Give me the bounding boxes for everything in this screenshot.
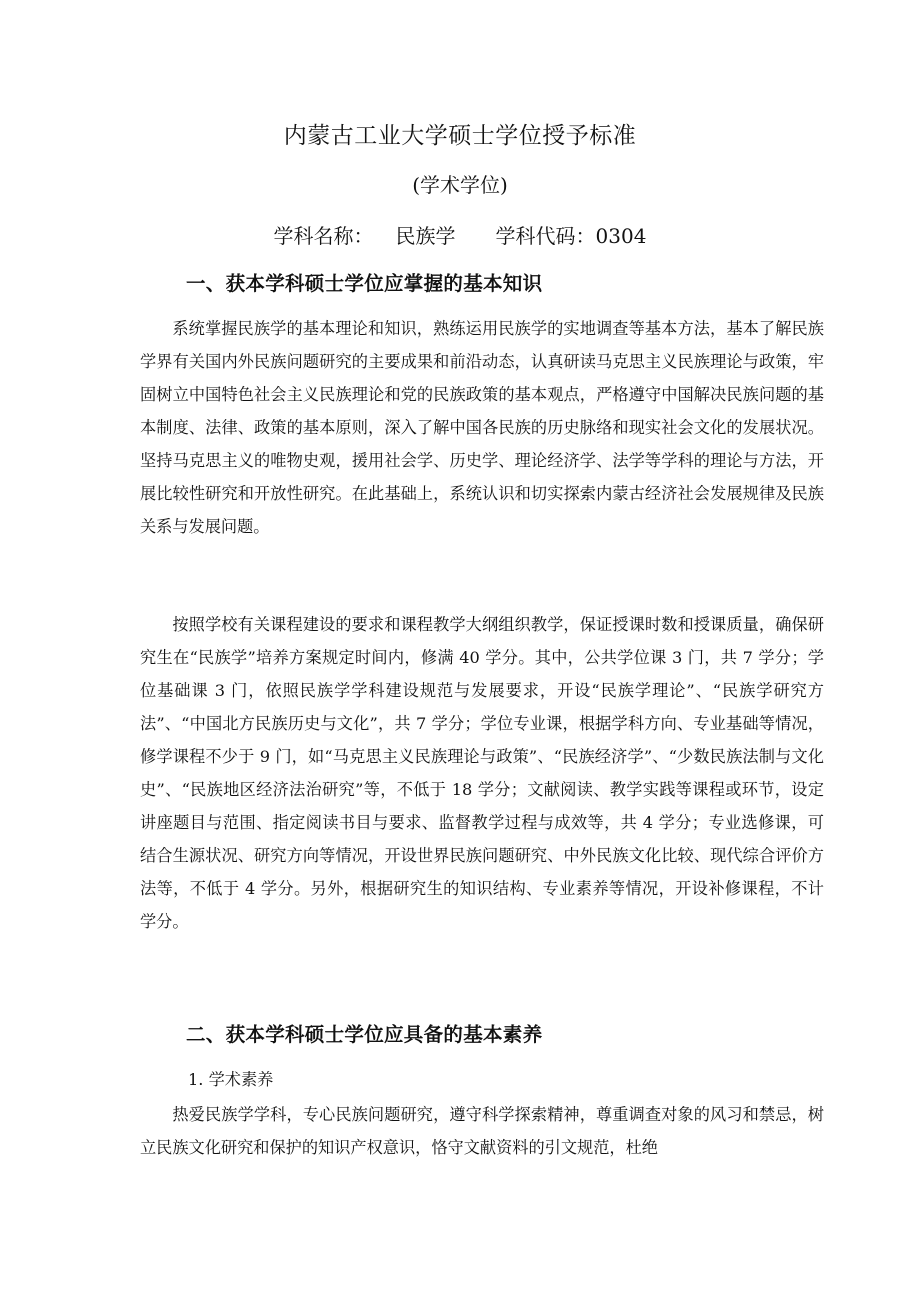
section-heading-knowledge: 一、获本学科硕士学位应掌握的基本知识 bbox=[186, 272, 543, 295]
section-heading-qualities: 二、获本学科硕士学位应具备的基本素养 bbox=[186, 1023, 543, 1046]
paragraph-academic-literacy: 热爱民族学学科，专心民族问题研究，遵守科学探索精神，尊重调查对象的风习和禁忌，树立民族文化研究和保护的知识产权意识，恪守文献资料的引文规范，杜绝 bbox=[140, 1105, 824, 1157]
discipline-code: 0304 bbox=[595, 224, 647, 248]
discipline-name: 民族学 bbox=[395, 224, 456, 248]
document-title: 内蒙古工业大学硕士学位授予标准 bbox=[283, 123, 637, 149]
degree-type: (学术学位) bbox=[412, 173, 508, 197]
discipline-line bbox=[0, 218, 920, 254]
paragraph-curriculum: 按照学校有关课程建设的要求和课程教学大纲组织教学，保证授课时数和授课质量，确保研究生在“民族学”培养方案规定时间内，修满 40 学分。其中，公共学位课 3 门，共 7 学分；学位基础课 3 门，依照民族学学科建设规范与发展要求，开设“民族学理论”、“民族学研究方法”、“中国北方民族历史与文化”，共 7 学分；学位专业课，根据学科方向、专业基础等情况，修学课程不少于 9 门，如“马克思主义民族理论与政策”、“民族经济学”、“少数民族法制与文化史”、“民族地区经济法治研究”等，不低于 18 学分；文献阅读、教学实践等课程或环节，设定讲座题目与范围、指定阅读书目与要求、监督教学过程与成效等，共 4 学分；专业选修课，可结合生源状况、研究方向等情况，开设世界民族问题研究、中外民族文化比较、现代综合评价方法等，不低于 4 学分。另外，根据研究生的知识结构、专业素养等情况，开设补修课程，不计学分。 bbox=[140, 615, 824, 931]
discipline-name-label: 学科名称： bbox=[273, 224, 374, 248]
subheading-academic-literacy: 1. 学术素养 bbox=[188, 1070, 274, 1089]
discipline-code-label: 学科代码： bbox=[495, 224, 596, 248]
paragraph-knowledge: 系统掌握民族学的基本理论和知识，熟练运用民族学的实地调查等基本方法，基本了解民族学界有关国内外民族问题研究的主要成果和前沿动态，认真研读马克思主义民族理论与政策，牢固树立中国特色社会主义民族理论和党的民族政策的基本观点，严格遵守中国解决民族问题的基本制度、法律、政策的基本原则，深入了解中国各民族的历史脉络和现实社会文化的发展状况。坚持马克思主义的唯物史观，援用社会学、历史学、理论经济学、法学等学科的理论与方法，开展比较性研究和开放性研究。在此基础上，系统认识和切实探索内蒙古经济社会发展规律及民族关系与发展问题。 bbox=[140, 319, 824, 536]
